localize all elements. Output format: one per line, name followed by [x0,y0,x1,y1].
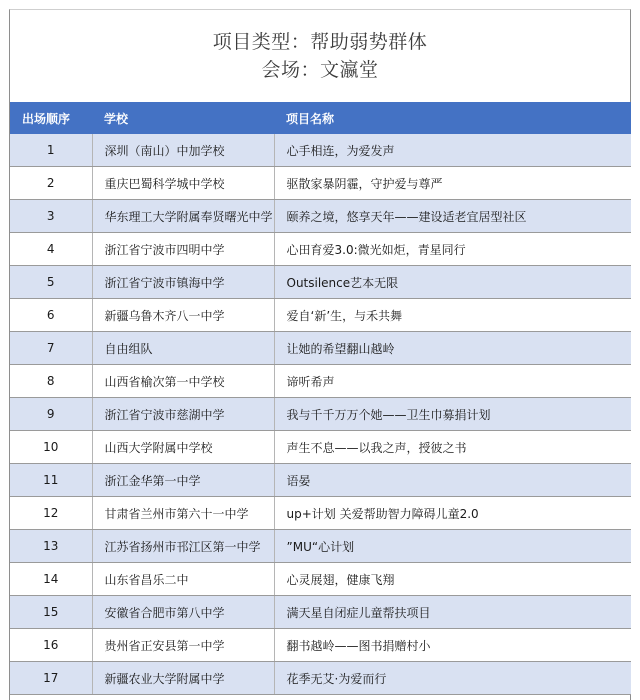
table-row [10,134,631,167]
cell-project: Outsilence艺本无限 [274,266,631,299]
cell-school: 江苏省扬州市邗江区第一中学 [92,530,274,563]
cell-project: 驱散家暴阴霾，守护爱与尊严 [274,167,631,200]
schedule-table [10,102,631,695]
venue-title: 会场：文瀛堂 [261,59,379,81]
cell-order: 13 [10,530,92,563]
cell-order: 1 [10,134,92,167]
cell-school: 安徽省合肥市第八中学 [92,596,274,629]
table-row [10,365,631,398]
table-row [10,233,631,266]
cell-project: 心手相连，为爱发声 [274,134,631,167]
cell-project: 心田育爱3.0:微光如炬，青星同行 [274,233,631,266]
cell-school: 新疆乌鲁木齐八一中学 [92,299,274,332]
header-order: 出场顺序 [10,102,92,134]
cell-school: 贵州省正安县第一中学 [92,629,274,662]
table-row [10,398,631,431]
cell-school: 山西省榆次第一中学校 [92,365,274,398]
title-block [10,10,630,102]
cell-order: 5 [10,266,92,299]
project-type-title: 项目类型：帮助弱势群体 [212,31,428,53]
table-row [10,200,631,233]
cell-project: ”MU“心计划 [274,530,631,563]
cell-project: 爱自‘新’生，与禾共舞 [274,299,631,332]
table-row [10,464,631,497]
cell-order: 12 [10,497,92,530]
table-row [10,629,631,662]
cell-order: 2 [10,167,92,200]
cell-order: 14 [10,563,92,596]
table-row [10,530,631,563]
table-row [10,299,631,332]
cell-order: 4 [10,233,92,266]
header-school: 学校 [92,102,274,134]
table-row [10,332,631,365]
cell-order: 8 [10,365,92,398]
cell-project: 我与千千万万个她——卫生巾募捐计划 [274,398,631,431]
table-row [10,662,631,695]
cell-school: 华东理工大学附属奉贤曙光中学 [92,200,274,233]
cell-school: 浙江金华第一中学 [92,464,274,497]
cell-school: 甘肃省兰州市第六十一中学 [92,497,274,530]
table-row [10,431,631,464]
cell-order: 9 [10,398,92,431]
cell-project: 让她的希望翻山越岭 [274,332,631,365]
table-row [10,596,631,629]
cell-order: 6 [10,299,92,332]
table-header-row [10,102,631,134]
cell-school: 山西大学附属中学校 [92,431,274,464]
cell-order: 3 [10,200,92,233]
cell-order: 15 [10,596,92,629]
schedule-sheet [9,9,631,700]
table-row [10,563,631,596]
table-row [10,497,631,530]
table-row [10,266,631,299]
cell-project: 谛听希声 [274,365,631,398]
cell-project: 翻书越岭——图书捐赠村小 [274,629,631,662]
cell-school: 自由组队 [92,332,274,365]
cell-order: 10 [10,431,92,464]
cell-school: 新疆农业大学附属中学 [92,662,274,695]
cell-school: 山东省昌乐二中 [92,563,274,596]
cell-project: 声生不息——以我之声，授彼之书 [274,431,631,464]
cell-project: up+计划 关爱帮助智力障碍儿童2.0 [274,497,631,530]
cell-project: 心灵展翅，健康飞翔 [274,563,631,596]
cell-project: 颐养之境，悠享天年——建设适老宜居型社区 [274,200,631,233]
cell-school: 浙江省宁波市镇海中学 [92,266,274,299]
cell-order: 16 [10,629,92,662]
table-row [10,167,631,200]
cell-school: 浙江省宁波市慈湖中学 [92,398,274,431]
cell-order: 7 [10,332,92,365]
header-project: 项目名称 [274,102,631,134]
cell-order: 11 [10,464,92,497]
cell-school: 重庆巴蜀科学城中学校 [92,167,274,200]
cell-school: 浙江省宁波市四明中学 [92,233,274,266]
cell-school: 深圳（南山）中加学校 [92,134,274,167]
cell-order: 17 [10,662,92,695]
cell-project: 语晏 [274,464,631,497]
cell-project: 花季无艾·为爱而行 [274,662,631,695]
cell-project: 满天星自闭症儿童帮扶项目 [274,596,631,629]
